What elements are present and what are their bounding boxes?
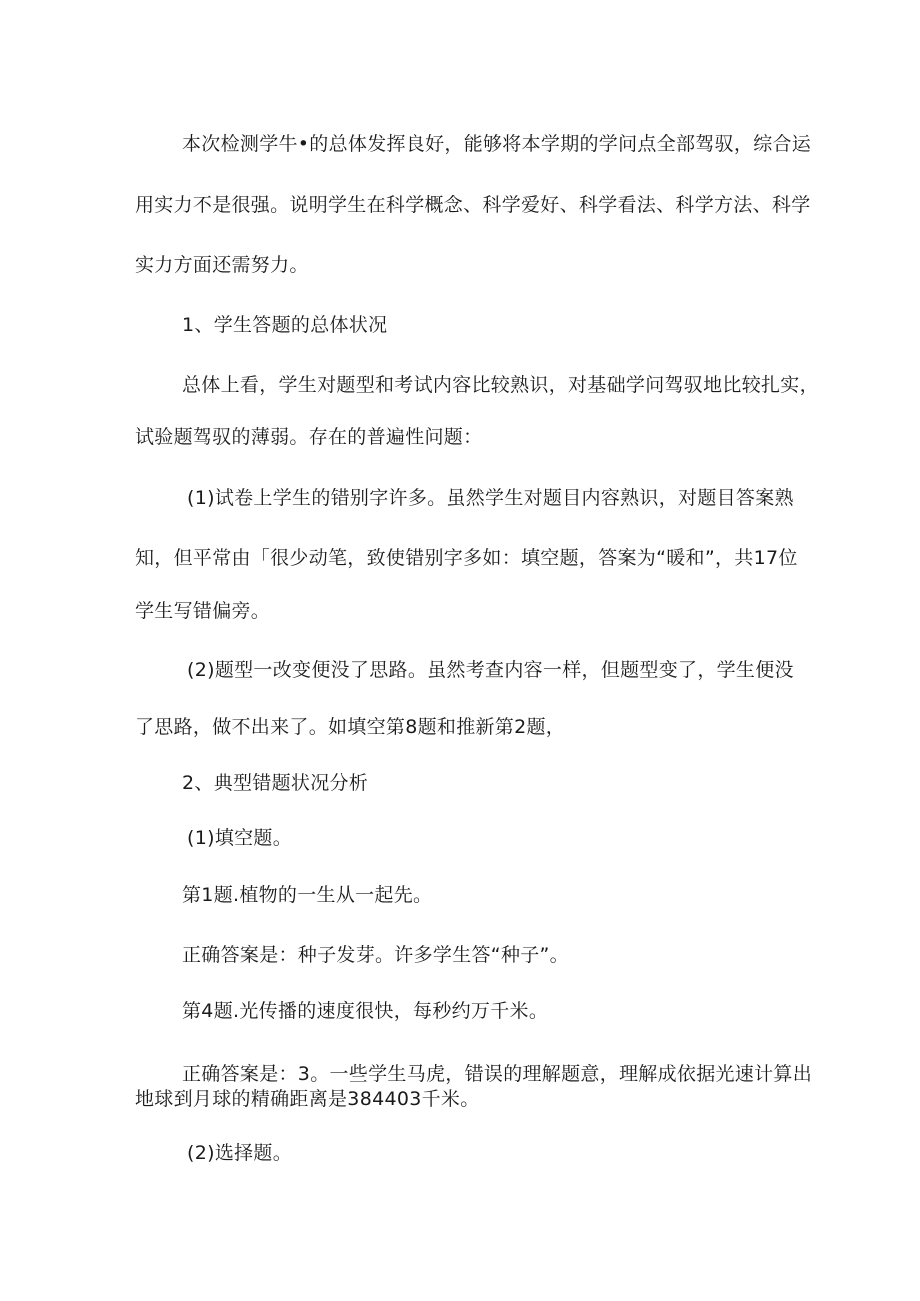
paragraph-overall-line-2: 试验题驾驭的薄弱。存在的普遍性问题：: [135, 426, 483, 448]
paragraph-summary-line-2: 用实力不是很强。说明学生在科学概念、科学爱好、科学看法、科学方法、科学: [135, 194, 811, 216]
section-heading-errors: 2、典型错题状况分析: [182, 772, 369, 794]
answer-1: 正确答案是：种子发芽。许多学生答“种子”。: [182, 944, 569, 966]
issue-1-line-1: (1)试卷上学生的错别字许多。虽然学生对题目内容熟识，对题目答案熟: [187, 487, 794, 509]
paragraph-summary-line-1: 本次检测学牛•的总体发挥良好，能够将本学期的学问点全部驾驭，综合运: [182, 133, 812, 155]
section-heading-overall: 1、学生答题的总体状况: [182, 314, 388, 336]
issue-2-line-1: (2)题型一改变便没了思路。虽然考查内容一样，但题型变了，学生便没: [187, 659, 794, 681]
issue-1-line-2: 知，但平常由「很少动笔，致使错别字多如：填空题，答案为“暖和”，共17位: [135, 547, 798, 569]
subheading-multiple-choice: (2)选择题。: [187, 1142, 293, 1164]
paragraph-summary-line-3: 实力方面还需努力。: [135, 254, 309, 276]
question-1: 第1题.植物的一生从一起先。: [182, 884, 433, 906]
answer-4-line-1: 正确答案是：3。一些学生马虎，错误的理解题意，理解成依据光速计算出: [182, 1063, 812, 1085]
issue-1-line-3: 学生写错偏旁。: [135, 600, 271, 622]
issue-2-line-2: 了思路，做不出来了。如填空第8题和推新第2题，: [135, 716, 566, 738]
subheading-fill-in: (1)填空题。: [187, 827, 293, 849]
paragraph-overall-line-1: 总体上看，学生对题型和考试内容比较熟识，对基础学问驾驭地比较扎实，: [182, 374, 819, 396]
answer-4-line-2: 地球到月球的精确距离是384403千米。: [135, 1088, 480, 1110]
question-4: 第4题.光传播的速度很快，每秒约万千米。: [182, 1000, 549, 1022]
